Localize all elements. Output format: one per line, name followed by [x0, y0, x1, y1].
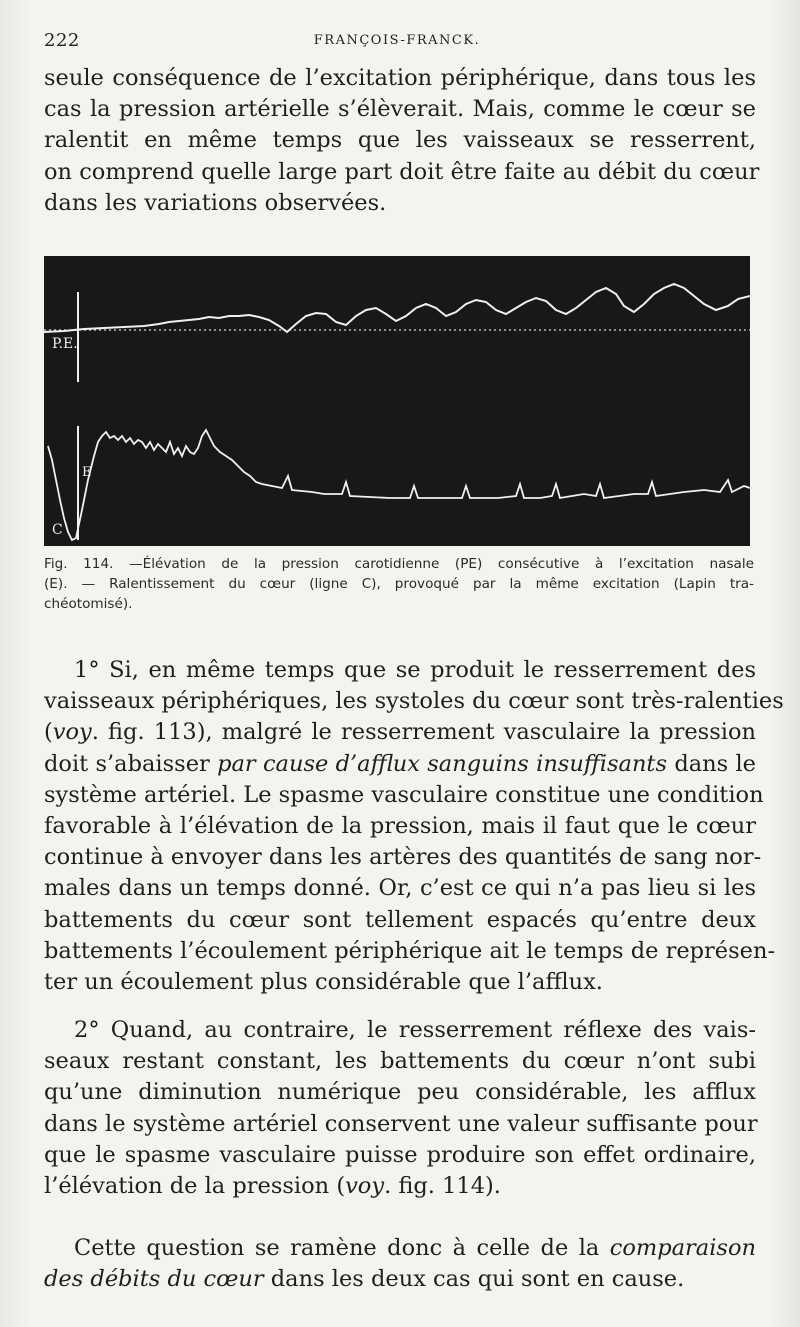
text-line: continue à envoyer dans les artères des quantités de sang nor-	[44, 844, 762, 871]
text-line: Cette question se ramène donc à celle de la comparaison	[74, 1235, 756, 1261]
caption-line: Fig. 114. —Élévation de la pression carotidienne (PE) consécutive à l’excitation nasale	[44, 556, 754, 572]
page-header	[44, 30, 750, 56]
text-line: seaux restant constant, les battements du cœur n’ont subi	[44, 1048, 756, 1075]
paragraph-intro	[44, 63, 760, 219]
text-line: 2° Quand, au contraire, le resserrement réflexe des vais-	[74, 1017, 756, 1043]
text-line: ter un écoulement plus considérable que l’afflux.	[44, 969, 603, 996]
text-line: cas la pression artérielle s’élèverait. Mais, comme le cœur se	[44, 96, 756, 123]
heart-rate-curve	[48, 430, 750, 540]
text-line: seule conséquence de l’excitation périphérique, dans tous les	[44, 65, 756, 91]
figure-caption	[44, 554, 754, 614]
text-line: qu’une diminution numérique peu considérable, les afflux	[44, 1079, 756, 1106]
text-line: système artériel. Le spasme vasculaire constitue une condition	[44, 781, 764, 808]
text-line: battements du cœur sont tellement espacés qu’entre deux	[44, 906, 756, 933]
paragraph-second-case	[44, 1015, 756, 1202]
text-line: males dans un temps donné. Or, c’est ce qui n’a pas lieu si les	[44, 875, 756, 902]
text-line: (voy. fig. 113), malgré le resserrement vasculaire la pression	[44, 719, 756, 746]
paragraph-conclusion	[44, 1233, 756, 1295]
italic-phrase: des débits du cœur	[44, 1266, 264, 1293]
figure-tracing	[44, 256, 750, 546]
text-line: 1° Si, en même temps que se produit le resserrement des	[74, 657, 756, 683]
caption-line: (E). — Ralentissement du cœur (ligne C), provoqué par la même excitation (Lapin tra-	[44, 576, 754, 592]
label-c: C	[52, 522, 63, 538]
italic-phrase: par cause d’afflux sanguins insuffisants	[217, 750, 668, 777]
text-line: dans les variations observées.	[44, 189, 387, 216]
pressure-curve	[44, 284, 750, 332]
text-line: vaisseaux périphériques, les systoles du cœur sont très-ralenties	[44, 688, 784, 715]
text-line: dans le système artériel conservent une valeur suffisante pour	[44, 1110, 758, 1137]
label-pe: P.E.	[52, 336, 78, 352]
text-line: l’élévation de la pression (voy. fig. 114).	[44, 1173, 501, 1200]
text-line: doit s’abaisser par cause d’afflux sanguins insuffisants dans le	[44, 750, 756, 777]
page-number: 222	[44, 30, 80, 51]
text-line: battements l’écoulement périphérique ait le temps de représen-	[44, 937, 776, 964]
text-line: on comprend quelle large part doit être faite au débit du cœur	[44, 158, 760, 185]
italic-phrase: comparaison	[609, 1235, 756, 1261]
caption-line: chéotomisé).	[44, 596, 133, 612]
label-e: E	[82, 465, 92, 480]
text-line: ralentit en même temps que les vaisseaux se resserrent,	[44, 127, 756, 154]
paragraph-first-case	[44, 655, 784, 998]
text-line: favorable à l’élévation de la pression, mais il faut que le cœur	[44, 813, 756, 840]
text-line: que le spasme vasculaire puisse produire son effet ordinaire,	[44, 1141, 756, 1168]
running-head: FRANÇOIS-FRANCK.	[313, 33, 481, 48]
text-line: des débits du cœur dans les deux cas qui sont en cause.	[44, 1266, 685, 1293]
